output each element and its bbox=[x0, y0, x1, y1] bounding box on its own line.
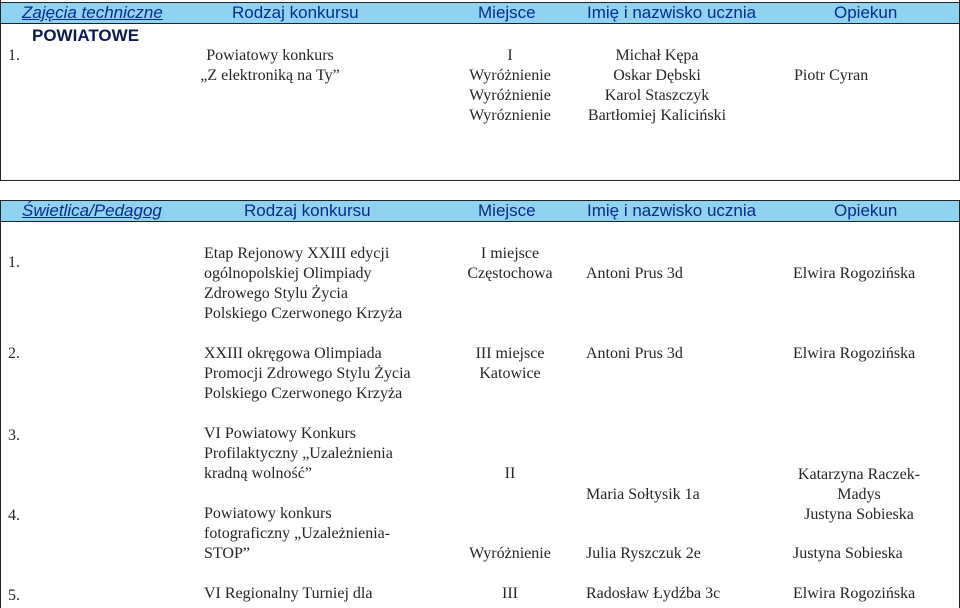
tutor-cell: Piotr Cyran bbox=[794, 67, 869, 84]
contest-cell: VI Regionalny Turniej dla bbox=[204, 585, 373, 602]
contest-line: Zdrowego Stylu Życia bbox=[204, 285, 348, 302]
place-line: I bbox=[507, 47, 513, 64]
place-cell bbox=[440, 344, 580, 384]
place-line: Wyróżnienie bbox=[469, 67, 551, 84]
contest-line: STOP” bbox=[204, 545, 250, 562]
tutor-cell: Justyna Sobieska bbox=[793, 545, 903, 562]
table1-header-contest: Rodzaj konkursu bbox=[232, 3, 359, 22]
contest-cell bbox=[204, 504, 390, 564]
table2-header-tutor: Opiekun bbox=[834, 201, 898, 220]
row-number: 2. bbox=[8, 345, 20, 362]
tutor-line: Madys bbox=[837, 486, 881, 503]
row-number: 1. bbox=[8, 47, 20, 64]
table2-header-place: Miejsce bbox=[478, 201, 536, 220]
place-cell: III bbox=[502, 585, 518, 602]
place-cell bbox=[440, 244, 580, 284]
student-line: Michał Kępa bbox=[615, 47, 699, 64]
contest-cell bbox=[204, 424, 393, 484]
place-cell bbox=[440, 46, 580, 126]
place-line: Wyróznienie bbox=[469, 107, 551, 124]
contest-line: fotograficzny „Uzależnienia- bbox=[204, 525, 391, 542]
student-cell: Antoni Prus 3d bbox=[586, 345, 683, 362]
student-cell: Radosław Łydźba 3c bbox=[586, 585, 721, 602]
place-line: Katowice bbox=[479, 365, 541, 382]
contest-line: „Z elektroniką na Ty” bbox=[200, 67, 340, 84]
place-line: III miejsce bbox=[475, 345, 545, 362]
contest-cell bbox=[160, 46, 380, 86]
place-line: I miejsce bbox=[480, 245, 540, 262]
place-line: Częstochowa bbox=[467, 265, 553, 282]
contest-line: Powiatowy konkurs bbox=[204, 505, 332, 522]
table1-left-border bbox=[0, 0, 1, 181]
table2-header-student: Imię i nazwisko ucznia bbox=[587, 201, 757, 220]
row-number: 3. bbox=[8, 427, 20, 444]
place-cell: Wyróżnienie bbox=[469, 545, 551, 562]
place-cell: II bbox=[504, 465, 516, 482]
contest-line: VI Powiatowy Konkurs bbox=[204, 425, 356, 442]
contest-line: ogólnopolskiej Olimpiady bbox=[204, 265, 372, 282]
tutor-line: Katarzyna Raczek- bbox=[797, 466, 921, 483]
contest-line: kradną wolność” bbox=[204, 465, 312, 482]
tutor-cell: Elwira Rogozińska bbox=[793, 265, 916, 282]
table2-header-contest: Rodzaj konkursu bbox=[244, 201, 371, 220]
student-cell bbox=[572, 46, 742, 126]
row-number: 4. bbox=[8, 507, 20, 524]
contest-line: Promocji Zdrowego Stylu Życia bbox=[204, 365, 411, 382]
row-number: 5. bbox=[8, 587, 20, 604]
section-label: POWIATOWE bbox=[32, 26, 140, 45]
student-line: Oskar Dębski bbox=[613, 67, 701, 84]
contest-line: Profilaktyczny „Uzależnienia bbox=[204, 445, 393, 462]
student-line: Karol Staszczyk bbox=[604, 87, 710, 104]
table1-header-category: Zajęcia techniczne bbox=[22, 3, 163, 22]
table2-left-border bbox=[0, 200, 1, 608]
contest-cell bbox=[204, 344, 411, 404]
student-cell: Antoni Prus 3d bbox=[586, 265, 683, 282]
contest-cell bbox=[204, 244, 402, 324]
place-line: Wyróżnienie bbox=[469, 87, 551, 104]
tutor-line: Justyna Sobieska bbox=[804, 506, 914, 523]
contest-line: Etap Rejonowy XXIII edycji bbox=[204, 245, 390, 262]
tutor-cell bbox=[784, 465, 934, 525]
table1-bottom-border bbox=[0, 180, 960, 181]
student-cell: Julia Ryszczuk 2e bbox=[586, 545, 701, 562]
contest-line: Polskiego Czerwonego Krzyża bbox=[204, 385, 403, 402]
student-line: Bartłomiej Kaliciński bbox=[587, 107, 727, 124]
row-number: 1. bbox=[8, 254, 20, 271]
table1-header-student: Imię i nazwisko ucznia bbox=[587, 3, 757, 22]
contest-line: XXIII okręgowa Olimpiada bbox=[204, 345, 382, 362]
contest-line: Powiatowy konkurs bbox=[206, 47, 334, 64]
table2-header-category: Świetlica/Pedagog bbox=[22, 201, 162, 220]
student-cell: Maria Sołtysik 1a bbox=[586, 486, 700, 503]
tutor-cell: Elwira Rogozińska bbox=[793, 345, 916, 362]
contest-line: Polskiego Czerwonego Krzyża bbox=[204, 305, 403, 322]
table1-header-place: Miejsce bbox=[478, 3, 536, 22]
table1-header-tutor: Opiekun bbox=[834, 3, 898, 22]
tutor-cell: Elwira Rogozińska bbox=[793, 585, 916, 602]
